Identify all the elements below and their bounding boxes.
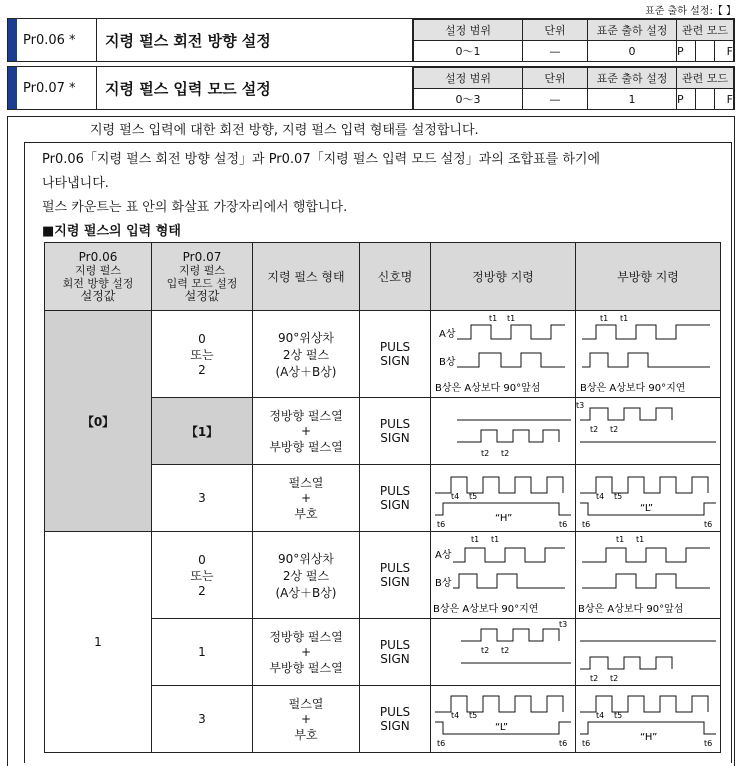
t6-label: t6 bbox=[437, 520, 446, 529]
waveform-caption: B상은 A상보다 90°지연 bbox=[580, 383, 686, 394]
sign-line bbox=[580, 657, 672, 669]
group-0-value: 【0】 bbox=[45, 311, 152, 532]
t4-label: t4 bbox=[596, 711, 605, 720]
form-text: + bbox=[300, 645, 312, 659]
signal-sign: SIGN bbox=[380, 719, 410, 733]
t2-label: t2 bbox=[590, 674, 599, 683]
mode-cell: 3 bbox=[152, 465, 253, 532]
header-code: Pr0.06 bbox=[78, 249, 118, 264]
rev-waveform-cell bbox=[576, 619, 721, 686]
group-1-value: 1 bbox=[45, 532, 152, 753]
pulse-sign-waveform bbox=[576, 465, 720, 531]
t2-label: t2 bbox=[610, 674, 619, 683]
t1-label: t1 bbox=[507, 314, 516, 323]
form-text: 부방향 펄스열 bbox=[269, 440, 343, 454]
puls-line bbox=[580, 408, 672, 420]
signal-puls: PULS bbox=[379, 484, 411, 498]
form-cell bbox=[253, 619, 360, 686]
param-description: 지령 펄스 입력에 대한 회전 방향, 지령 펄스 입력 형태를 설정합니다. bbox=[90, 123, 479, 138]
param-accent-bar bbox=[8, 19, 17, 61]
signal-cell bbox=[360, 465, 431, 532]
header-value: 설정값 bbox=[184, 288, 220, 303]
pulse-sign-waveform bbox=[431, 686, 575, 752]
signal-cell bbox=[360, 311, 431, 398]
t5-label: t5 bbox=[614, 711, 623, 720]
form-cell bbox=[253, 532, 360, 619]
t3-label: t3 bbox=[576, 401, 585, 410]
signal-cell bbox=[360, 619, 431, 686]
t1-label: t1 bbox=[471, 535, 480, 544]
phase-b-line bbox=[582, 574, 710, 588]
form-text: (A상＋B상) bbox=[275, 364, 337, 379]
signal-sign: SIGN bbox=[380, 652, 410, 666]
t1-label: t1 bbox=[489, 314, 498, 323]
form-text: 부방향 펄스열 bbox=[269, 661, 343, 675]
pulse-sign-waveform bbox=[576, 686, 720, 752]
range-value: 0～3 bbox=[414, 89, 523, 110]
form-text: 90°위상차 bbox=[277, 330, 335, 345]
t5-label: t5 bbox=[469, 492, 478, 501]
header-pr006 bbox=[45, 243, 152, 311]
form-text: + bbox=[300, 491, 312, 505]
form-cell bbox=[253, 311, 360, 398]
t3-label: t3 bbox=[559, 620, 568, 629]
t4-label: t4 bbox=[451, 711, 460, 720]
waveform-caption: B상은 A상보다 90°앞섬 bbox=[435, 383, 541, 394]
form-text: 정방향 펄스열 bbox=[269, 630, 343, 644]
default-label: 표준 출하 설정 bbox=[588, 20, 677, 41]
sign-level-label: “H” bbox=[495, 513, 513, 524]
rev-waveform-cell bbox=[576, 686, 721, 753]
t6-label: t6 bbox=[437, 739, 446, 748]
mode-cell bbox=[152, 311, 253, 398]
mode-f: F bbox=[715, 89, 734, 110]
form-text: 부호 bbox=[294, 728, 318, 742]
sign-level-label: “L” bbox=[495, 722, 508, 733]
phase-b-line bbox=[457, 353, 565, 367]
t5-label: t5 bbox=[614, 492, 623, 501]
puls-line bbox=[461, 629, 559, 641]
form-cell bbox=[253, 465, 360, 532]
header-reverse: 부방향 지령 bbox=[576, 243, 721, 311]
t2-label: t2 bbox=[481, 646, 490, 655]
t2-label: t2 bbox=[501, 449, 510, 458]
signal-puls: PULS bbox=[379, 340, 411, 354]
mode-cell: 【1】 bbox=[152, 398, 253, 465]
fwd-waveform-cell bbox=[431, 398, 576, 465]
param-name: 지령 펄스 입력 모드 설정 bbox=[97, 67, 413, 109]
range-value: 0～1 bbox=[414, 41, 523, 62]
default-value: 0 bbox=[588, 41, 677, 62]
unit-value: — bbox=[523, 41, 588, 62]
t6-label: t6 bbox=[559, 739, 568, 748]
fwd-waveform-cell bbox=[431, 465, 576, 532]
quadrature-waveform bbox=[576, 532, 720, 618]
param-spec-table bbox=[413, 67, 734, 110]
header-code: Pr0.07 bbox=[182, 249, 222, 264]
signal-sign: SIGN bbox=[380, 575, 410, 589]
quadrature-waveform bbox=[576, 311, 720, 397]
quadrature-waveform bbox=[431, 532, 575, 618]
mode-value: 0 bbox=[198, 331, 206, 346]
paragraph: 펄스 카운트는 표 안의 화살표 가장자리에서 행합니다. bbox=[42, 200, 348, 215]
signal-puls: PULS bbox=[379, 705, 411, 719]
pulse-sign-waveform bbox=[431, 465, 575, 531]
phase-b-label: B상 bbox=[435, 578, 452, 589]
mode-cell: 1 bbox=[152, 619, 253, 686]
header-name: 지령 펄스 bbox=[74, 263, 121, 277]
param-spec-table bbox=[413, 19, 734, 62]
unit-value: — bbox=[523, 89, 588, 110]
header-form: 지령 펄스 형태 bbox=[253, 243, 360, 311]
form-cell bbox=[253, 398, 360, 465]
mode-cell: 3 bbox=[152, 686, 253, 753]
form-text: 부호 bbox=[294, 507, 318, 521]
form-text: 2상 펄스 bbox=[282, 568, 330, 583]
t6-label: t6 bbox=[582, 520, 591, 529]
mode-label: 관련 모드 bbox=[677, 68, 734, 89]
sign-level-label: “L” bbox=[640, 503, 653, 514]
form-text: 2상 펄스 bbox=[282, 347, 330, 362]
signal-sign: SIGN bbox=[380, 354, 410, 368]
form-text: 펄스열 bbox=[288, 476, 324, 490]
t5-label: t5 bbox=[469, 711, 478, 720]
range-label: 설정 범위 bbox=[414, 20, 523, 41]
puls-line bbox=[580, 696, 708, 712]
unit-label: 단위 bbox=[523, 20, 588, 41]
puls-line bbox=[580, 477, 708, 493]
t6-label: t6 bbox=[559, 520, 568, 529]
waveform-caption: B상은 A상보다 90°지연 bbox=[433, 604, 539, 615]
mode-cell bbox=[152, 532, 253, 619]
section-title: ■지령 펄스의 입력 형태 bbox=[42, 224, 181, 239]
form-text: + bbox=[300, 424, 312, 438]
phase-a-line bbox=[457, 325, 565, 339]
t6-label: t6 bbox=[704, 520, 713, 529]
t1-label: t1 bbox=[620, 314, 629, 323]
t6-label: t6 bbox=[704, 739, 713, 748]
sign-level-label: “H” bbox=[640, 732, 658, 743]
input-form-table bbox=[44, 242, 721, 753]
t2-label: t2 bbox=[590, 425, 599, 434]
fwd-waveform-cell bbox=[431, 619, 576, 686]
rev-waveform-cell bbox=[576, 532, 721, 619]
pulse-train-waveform bbox=[576, 619, 720, 685]
mode-value: 2 bbox=[198, 362, 206, 377]
mode-value: 0 bbox=[198, 552, 206, 567]
header-forward: 정방향 지령 bbox=[431, 243, 576, 311]
phase-a-line bbox=[453, 548, 565, 562]
signal-sign: SIGN bbox=[380, 431, 410, 445]
header-name: 지령 펄스 bbox=[178, 263, 225, 277]
paragraph: 나타냅니다. bbox=[42, 176, 109, 191]
form-text: 정방향 펄스열 bbox=[269, 409, 343, 423]
pulse-train-waveform bbox=[576, 398, 720, 464]
t1-label: t1 bbox=[636, 535, 645, 544]
header-value: 설정값 bbox=[80, 288, 116, 303]
rev-waveform-cell bbox=[576, 398, 721, 465]
t1-label: t1 bbox=[616, 535, 625, 544]
t4-label: t4 bbox=[596, 492, 605, 501]
t2-label: t2 bbox=[501, 646, 510, 655]
default-setting-note: 표준 출하 설정:【 】 bbox=[645, 6, 736, 17]
fwd-waveform-cell bbox=[431, 311, 576, 398]
t4-label: t4 bbox=[451, 492, 460, 501]
param-header-pr007 bbox=[7, 66, 735, 110]
phase-a-line bbox=[582, 548, 710, 562]
header-pr007 bbox=[152, 243, 253, 311]
fwd-waveform-cell bbox=[431, 532, 576, 619]
mode-blank bbox=[696, 89, 715, 110]
mode-blank bbox=[696, 41, 715, 62]
mode-or: 또는 bbox=[190, 347, 214, 362]
phase-a-label: A상 bbox=[435, 550, 452, 561]
signal-puls: PULS bbox=[379, 561, 411, 575]
unit-label: 단위 bbox=[523, 68, 588, 89]
quadrature-waveform bbox=[431, 311, 575, 397]
puls-line bbox=[435, 477, 563, 493]
paragraph: Pr0.06「지령 펄스 회전 방향 설정」과 Pr0.07「지령 펄스 입력 모드 설정」과의 조합표를 하기에 bbox=[42, 152, 600, 167]
range-label: 설정 범위 bbox=[414, 68, 523, 89]
form-cell bbox=[253, 686, 360, 753]
form-text: (A상＋B상) bbox=[275, 585, 337, 600]
header-name: 입력 모드 설정 bbox=[166, 276, 238, 290]
signal-puls: PULS bbox=[379, 417, 411, 431]
header-name: 회전 방향 설정 bbox=[62, 276, 134, 290]
phase-a-line bbox=[582, 325, 710, 339]
t2-label: t2 bbox=[481, 449, 490, 458]
param-header-pr006 bbox=[7, 18, 735, 62]
sign-line bbox=[457, 430, 559, 442]
t6-label: t6 bbox=[582, 739, 591, 748]
form-text: 펄스열 bbox=[288, 697, 324, 711]
rev-waveform-cell bbox=[576, 311, 721, 398]
signal-cell bbox=[360, 532, 431, 619]
phase-b-line bbox=[453, 574, 565, 588]
phase-a-label: A상 bbox=[439, 329, 456, 340]
param-name: 지령 펄스 회전 방향 설정 bbox=[97, 19, 413, 61]
signal-sign: SIGN bbox=[380, 498, 410, 512]
param-code: Pr0.07 * bbox=[17, 67, 97, 109]
phase-b-label: B상 bbox=[439, 357, 456, 368]
t1-label: t1 bbox=[491, 535, 500, 544]
form-text: + bbox=[300, 712, 312, 726]
fwd-waveform-cell bbox=[431, 686, 576, 753]
t1-label: t1 bbox=[600, 314, 609, 323]
param-code: Pr0.06 * bbox=[17, 19, 97, 61]
waveform-caption: B상은 A상보다 90°앞섬 bbox=[578, 604, 684, 615]
signal-puls: PULS bbox=[379, 638, 411, 652]
mode-p: P bbox=[677, 41, 696, 62]
default-label: 표준 출하 설정 bbox=[588, 68, 677, 89]
mode-value: 2 bbox=[198, 583, 206, 598]
mode-label: 관련 모드 bbox=[677, 20, 734, 41]
form-text: 90°위상차 bbox=[277, 551, 335, 566]
header-signal: 신호명 bbox=[360, 243, 431, 311]
pulse-train-waveform bbox=[431, 619, 575, 685]
default-value: 1 bbox=[588, 89, 677, 110]
mode-p: P bbox=[677, 89, 696, 110]
signal-cell bbox=[360, 398, 431, 465]
mode-or: 또는 bbox=[190, 568, 214, 583]
signal-cell bbox=[360, 686, 431, 753]
rev-waveform-cell bbox=[576, 465, 721, 532]
t2-label: t2 bbox=[610, 425, 619, 434]
puls-line bbox=[435, 696, 563, 712]
mode-f: F bbox=[715, 41, 734, 62]
param-accent-bar bbox=[8, 67, 17, 109]
pulse-train-waveform bbox=[431, 398, 575, 464]
phase-b-line bbox=[582, 353, 710, 367]
